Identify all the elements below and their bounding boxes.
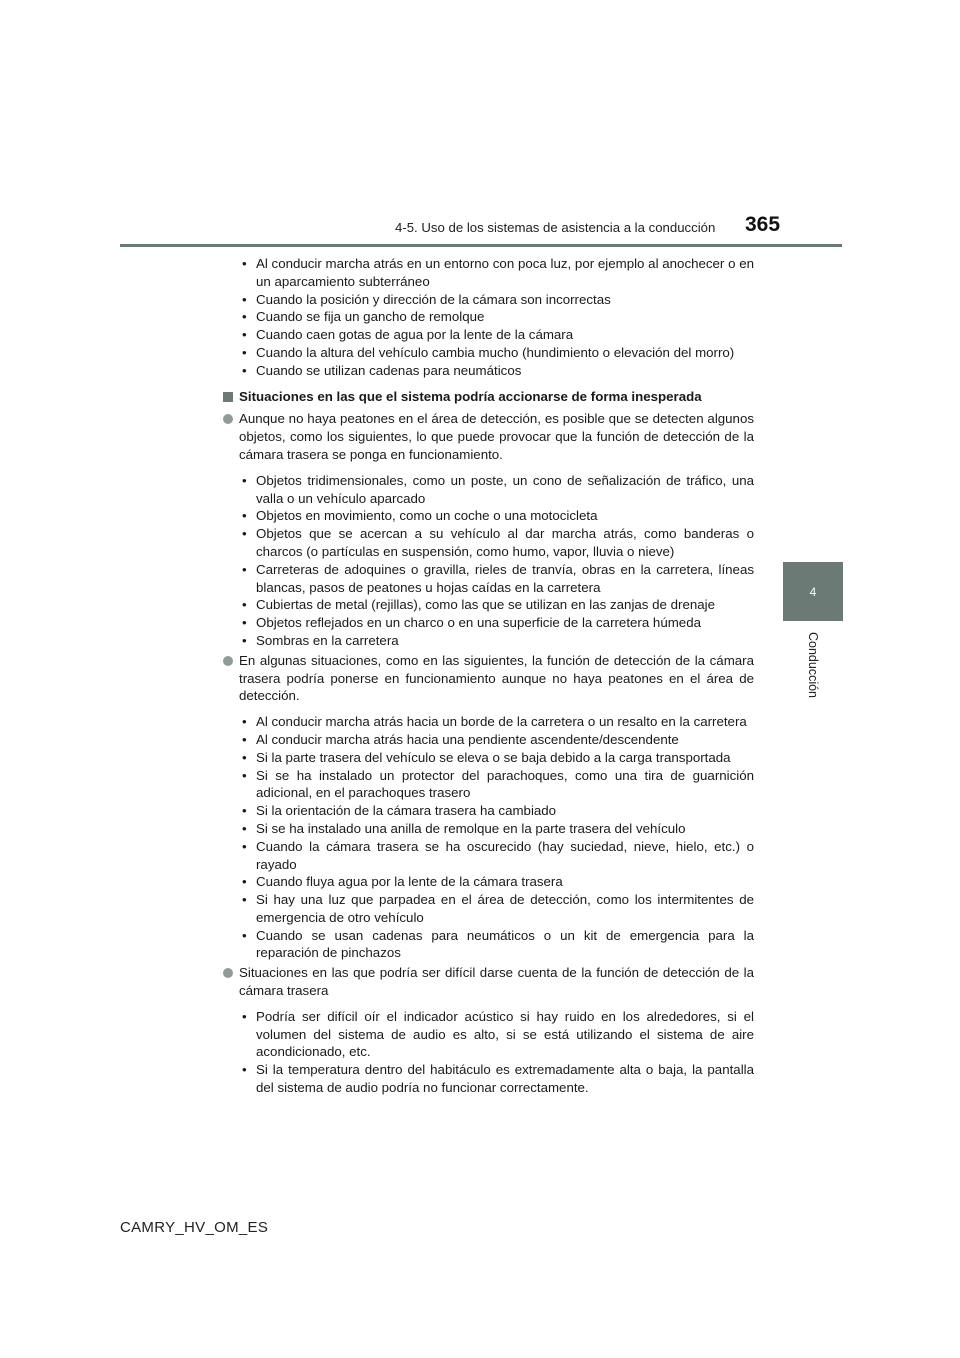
list-item: • Cuando fluya agua por la lente de la cámara trasera [238, 873, 754, 891]
subheading-text: Situaciones en las que el sistema podría accionarse de forma inesperada [239, 388, 702, 404]
header-divider [120, 244, 842, 247]
list-item: • Al conducir marcha atrás hacia una pendiente ascendente/descendente [238, 731, 754, 749]
point-1-text: Aunque no haya peatones en el área de detección, es posible que se detecten algunos objetos, como los siguientes, lo que puede provocar que la función de detección de la cámara trasera se ponga en funcionamiento. [239, 411, 754, 462]
list-item: • Si la parte trasera del vehículo se eleva o se baja debido a la carga transportada [238, 749, 754, 767]
circle-bullet-icon [223, 656, 233, 666]
top-bullet-list [222, 255, 754, 380]
list-item: • Objetos en movimiento, como un coche o una motocicleta [238, 507, 754, 525]
list-item: • Al conducir marcha atrás hacia un borde de la carretera o un resalto en la carretera [238, 713, 754, 731]
point-2-text: En algunas situaciones, como en las siguientes, la función de detección de la cámara trasera podría ponerse en funcionamiento aunque no haya peatones en el área de detección. [239, 652, 754, 704]
list-item: • Sombras en la carretera [238, 632, 754, 650]
section-subheading [222, 388, 754, 406]
page-number: 365 [745, 213, 781, 236]
list-item: • Cuando se fija un gancho de remolque [238, 308, 754, 326]
point-1-list [222, 472, 754, 650]
circle-bullet-icon [223, 414, 233, 424]
point-2 [222, 652, 754, 705]
chapter-number: 4 [809, 584, 817, 599]
list-item: • Si la temperatura dentro del habitáculo es extremadamente alta o baja, la pantalla del sistema de audio podría no funcionar correctamente. [238, 1061, 754, 1097]
list-item: • Cuando la altura del vehículo cambia mucho (hundimiento o elevación del morro) [238, 344, 754, 362]
list-item: • Si hay una luz que parpadea en el área de detección, como los intermitentes de emergencia de otro vehículo [238, 891, 754, 927]
list-item: • Cuando se utilizan cadenas para neumáticos [238, 362, 754, 380]
point-3-list [222, 1008, 754, 1097]
list-item: • Objetos reflejados en un charco o en una superficie de la carretera húmeda [238, 614, 754, 632]
point-3-text: Situaciones en las que podría ser difícil darse cuenta de la función de detección de la cámara trasera [239, 965, 754, 999]
list-item: • Cuando la cámara trasera se ha oscurecido (hay suciedad, nieve, hielo, etc.) o rayado [238, 838, 754, 874]
chapter-title-vertical [783, 626, 843, 704]
list-item: • Objetos tridimensionales, como un poste, un cono de señalización de tráfico, una valla o un vehículo aparcado [238, 472, 754, 508]
list-item: • Cuando la posición y dirección de la cámara son incorrectas [238, 291, 754, 309]
list-item: • Si se ha instalado una anilla de remolque en la parte trasera del vehículo [238, 820, 754, 838]
list-item: • Podría ser difícil oír el indicador acústico si hay ruido en los alrededores, si el volumen del sistema de audio es alto, si se está utilizando el sistema de aire acondicionado, etc. [238, 1008, 754, 1061]
page-body [222, 255, 754, 1097]
chapter-title: Conducción [806, 631, 821, 699]
section-title: 4-5. Uso de los sistemas de asistencia a la conducción [395, 220, 716, 235]
list-item: • Si la orientación de la cámara trasera ha cambiado [238, 802, 754, 820]
list-item: • Carreteras de adoquines o gravilla, rieles de tranvía, obras en la carretera, líneas blancas, pasos de peatones u hojas caídas en la carretera [238, 561, 754, 597]
chapter-number-tab [783, 562, 843, 621]
list-item: • Si se ha instalado un protector del parachoques, como una tira de guarnición adicional, en el parachoques trasero [238, 767, 754, 803]
square-bullet-icon [223, 392, 233, 402]
point-2-list [222, 713, 754, 962]
circle-bullet-icon [223, 968, 233, 978]
point-3 [222, 964, 754, 1000]
list-item: • Cuando caen gotas de agua por la lente de la cámara [238, 326, 754, 344]
point-1 [222, 410, 754, 463]
list-item: • Al conducir marcha atrás en un entorno con poca luz, por ejemplo al anochecer o en un aparcamiento subterráneo [238, 255, 754, 291]
document-code: CAMRY_HV_OM_ES [120, 1219, 269, 1236]
list-item: • Cuando se usan cadenas para neumáticos o un kit de emergencia para la reparación de pinchazos [238, 927, 754, 963]
list-item: • Objetos que se acercan a su vehículo al dar marcha atrás, como banderas o charcos (o partículas en suspensión, como humo, vapor, lluvia o nieve) [238, 525, 754, 561]
list-item: • Cubiertas de metal (rejillas), como las que se utilizan en las zanjas de drenaje [238, 596, 754, 614]
